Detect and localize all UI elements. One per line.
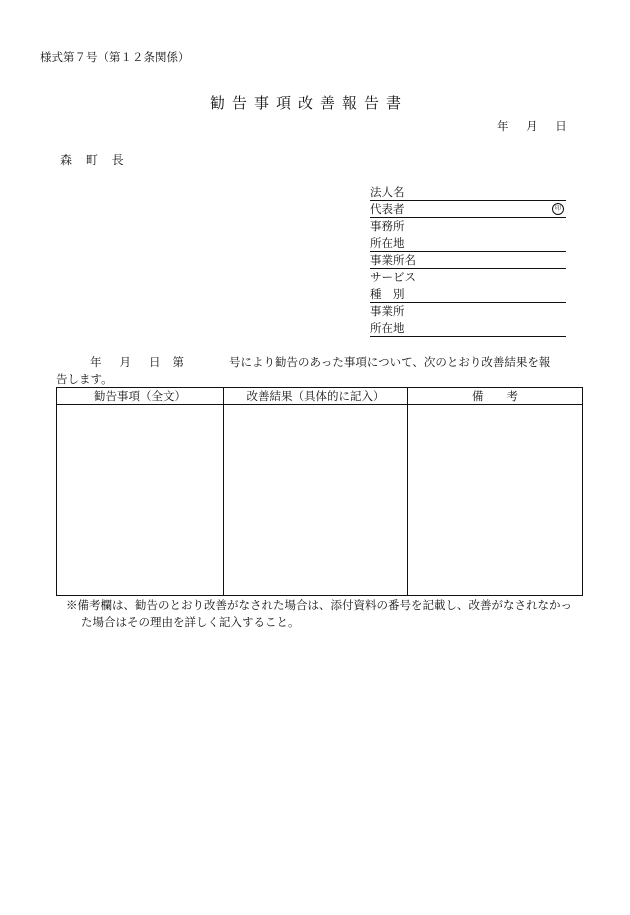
facility-label: 事業所	[370, 304, 405, 318]
remarks-note	[66, 597, 586, 631]
office-location-field[interactable]	[370, 235, 566, 252]
table-row	[57, 405, 583, 596]
body-day: 日	[149, 355, 161, 369]
service-label-row	[370, 269, 566, 285]
body-rest: 号により勧告のあった事項について、次のとおり改善結果を報	[229, 355, 551, 369]
office-label: 事務所	[370, 219, 405, 233]
header-improvement-result: 改善結果（具体的に記入）	[224, 388, 408, 405]
remarks-cell[interactable]	[408, 405, 583, 596]
header-remarks: 備 考	[408, 388, 583, 405]
report-body	[56, 354, 576, 388]
document-title: 勧告事項改善報告書	[210, 94, 409, 112]
addressee: 森 町 長	[60, 153, 124, 167]
table-header-row	[57, 388, 583, 405]
business-name-field[interactable]	[370, 252, 566, 269]
remarks-note-line1: ※備考欄は、勧告のとおり改善がなされた場合は、添付資料の番号を記載し、改善がなされなかっ	[66, 598, 572, 612]
service-type-label: 種 別	[370, 287, 405, 301]
report-body-line2: 告します。	[56, 372, 113, 386]
form-number: 様式第７号（第１２条関係）	[40, 50, 190, 64]
facility-location-label: 所在地	[370, 321, 405, 335]
service-type-field[interactable]	[370, 286, 566, 303]
office-label-row	[370, 218, 566, 234]
facility-location-field[interactable]	[370, 320, 566, 337]
improvement-table	[56, 387, 583, 596]
body-month: 月	[119, 355, 131, 369]
corp-name-field[interactable]	[370, 184, 566, 201]
seal-mark: 印	[552, 203, 564, 215]
remarks-note-line2: た場合はその理由を詳しく記入すること。	[81, 615, 300, 629]
recommendation-cell[interactable]	[57, 405, 224, 596]
representative-field[interactable]	[370, 201, 566, 218]
header-recommendation: 勧告事項（全文）	[57, 388, 224, 405]
representative-label: 代表者	[370, 202, 405, 216]
body-dai: 第	[172, 355, 184, 369]
submission-date: 年 月 日	[497, 119, 567, 133]
service-label: サービス	[370, 270, 416, 284]
business-name-label: 事業所名	[370, 253, 416, 267]
facility-label-row	[370, 303, 566, 319]
office-location-label: 所在地	[370, 236, 405, 250]
report-body-line1	[56, 354, 576, 371]
corp-name-label: 法人名	[370, 185, 405, 199]
improvement-result-cell[interactable]	[224, 405, 408, 596]
body-year: 年	[90, 355, 102, 369]
